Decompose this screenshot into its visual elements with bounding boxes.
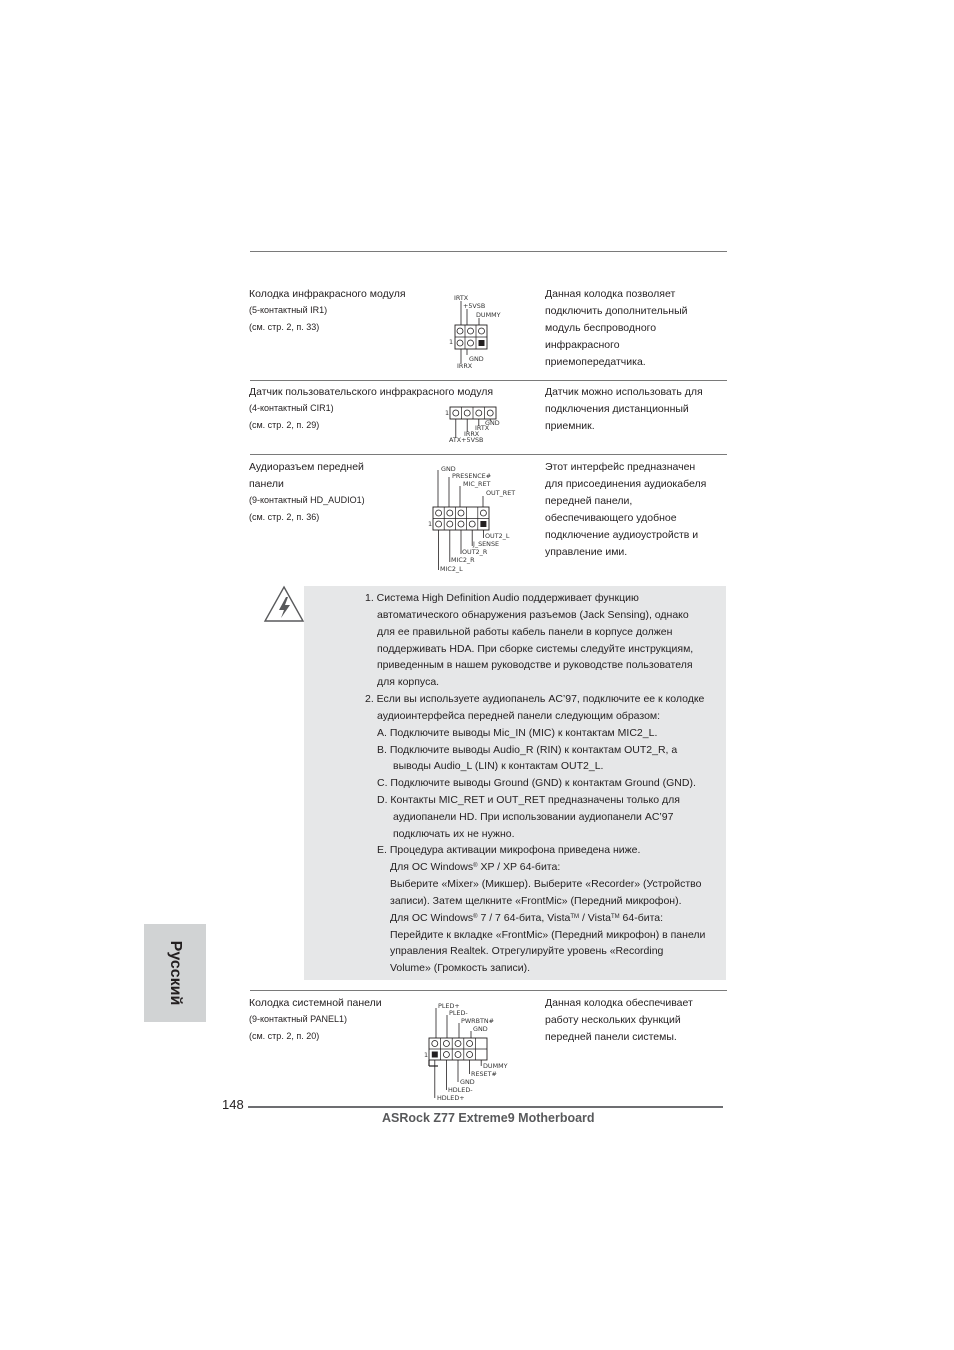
note-text: Для ОС Windows [390, 861, 474, 873]
note-line: выводы Audio_L (LIN) к контактам OUT2_L. [393, 760, 604, 772]
pin-label: OUT2_L [485, 532, 510, 540]
pin-label: OUT_RET [486, 489, 516, 497]
note-text: 64-бита: [619, 912, 664, 924]
pin-label: MIC_RET [463, 480, 491, 488]
panel-header-diagram [424, 998, 519, 1104]
section-title: панели [249, 478, 284, 490]
pin-label: OUT2_R [462, 548, 488, 556]
note-line: поддерживать HDA. При сборке системы следуйте инструкциям, [377, 643, 694, 655]
description-line: обеспечивающего удобное [545, 512, 677, 524]
hd-audio-header-diagram [428, 462, 523, 578]
section-subtitle: (9-контактный PANEL1) [249, 1014, 348, 1024]
footer-brand: ASRock Z77 Extreme9 Motherboard [382, 1111, 595, 1125]
description-line: Данная колодка обеспечивает [545, 997, 693, 1009]
registered-mark: ® [473, 914, 478, 920]
section-divider [250, 454, 727, 455]
description-line: управление ими. [545, 546, 628, 558]
description-line: Этот интерфейс предназначен [545, 461, 696, 473]
description-line: передней панели, [545, 495, 633, 507]
section-title: Датчик пользовательского инфракрасного модуля [249, 386, 494, 398]
section-ref: (см. стр. 2, п. 29) [249, 420, 320, 430]
description-line: подключение аудиоустройств и [545, 529, 699, 541]
description-line: работу нескольких функций [545, 1014, 681, 1026]
description-line: подключить дополнительный [545, 305, 688, 317]
section-divider [250, 990, 727, 991]
note-line: Volume» (Громкость записи). [390, 962, 531, 974]
pin-label: HDLED+ [437, 1094, 465, 1102]
note-line: E. Процедура активации микрофона приведена ниже. [377, 844, 641, 856]
warning-lightning-icon [262, 584, 306, 624]
note-vista-heading [390, 910, 663, 927]
note-line: A. Подключите выводы Mic_IN (MIC) к контактам MIC2_L. [377, 727, 658, 739]
pin-label: GND [485, 419, 500, 427]
note-text: 7 / 7 64-бита, Vista [477, 912, 571, 924]
pin-label: PLED+ [438, 1002, 460, 1010]
note-line: для корпуса. [377, 676, 440, 688]
note-line: подключать их не нужно. [393, 828, 515, 840]
pin-label: DUMMY [483, 1062, 508, 1070]
note-line: для ее правильной работы кабель панели в корпусе должен [377, 626, 673, 638]
note-line: аудиоинтерфейса передней панели следующим образом: [377, 710, 661, 722]
description-line: подключения дистанционный [545, 403, 689, 415]
top-rule [250, 251, 727, 252]
trademark: TM [570, 914, 580, 920]
pin-label: IRTX [454, 294, 469, 302]
section-description [545, 384, 703, 435]
footer-rule [248, 1106, 723, 1108]
note-line: 2. Если вы используете аудиопанель AC’97, подключите ее к колодке [365, 693, 705, 705]
pin-one-marker: 1 [424, 1051, 429, 1059]
note-text: / Vista [579, 912, 611, 924]
pin-one-marker: 1 [428, 520, 433, 528]
description-line: модуль беспроводного [545, 322, 657, 334]
page-number: 148 [222, 1097, 244, 1112]
pin-label: GND [469, 355, 484, 363]
section-ref: (см. стр. 2, п. 20) [249, 1031, 320, 1041]
pin-label: HDLED- [448, 1086, 473, 1094]
pin-label: J_SENSE [473, 540, 500, 548]
pin-label: GND [441, 465, 456, 473]
section-title: Аудиоразъем передней [249, 461, 364, 473]
language-label: Русский [167, 940, 184, 1006]
note-line: Перейдите к вкладке «FrontMic» (Передний микрофон) в панели [390, 929, 706, 941]
pin-label: PWRBTN# [461, 1017, 495, 1025]
pin-label: +5VSB [463, 302, 486, 310]
pin-one-marker: 1 [445, 409, 450, 417]
pin-label: PLED- [449, 1009, 468, 1017]
section-ref: (см. стр. 2, п. 36) [249, 512, 320, 522]
section-description [545, 459, 706, 561]
pin-label: IRRX [464, 430, 480, 438]
note-line: аудиопанели HD. При использовании аудиопанели AC’97 [393, 811, 674, 823]
description-line: для присоединения аудиокабеля [545, 478, 707, 490]
description-line: приемник. [545, 420, 595, 432]
pin-one-marker: 1 [449, 338, 454, 346]
pin-label: ATX+5VSB [449, 436, 484, 444]
pin-label: MIC2_R [451, 556, 475, 564]
pin-label: RESET# [471, 1070, 497, 1078]
note-text: XP / XP 64-бита: [477, 861, 561, 873]
note-text: Для ОС Windows [390, 912, 474, 924]
section-subtitle: (5-контактный IR1) [249, 305, 328, 315]
ir-header-diagram [446, 293, 516, 373]
pin-label: PRESENCE# [452, 472, 492, 480]
pin-label: IRTX [475, 424, 490, 432]
pin-label: GND [460, 1078, 475, 1086]
section-subtitle: (4-контактный CIR1) [249, 403, 334, 413]
pin-label: MIC2_L [440, 565, 463, 573]
note-line: автоматического обнаружения разъемов (Jack Sensing), однако [377, 609, 689, 621]
note-line: C. Подключите выводы Ground (GND) к контактам Ground (GND). [377, 777, 696, 789]
note-line: управления Realtek. Отрегулируйте уровень «Recording [390, 945, 664, 957]
section-title: Колодка системной панели [249, 997, 382, 1009]
section-description [545, 286, 687, 371]
note-line: D. Контакты MIC_RET и OUT_RET предназначены только для [377, 794, 680, 806]
cir-header-diagram [444, 403, 514, 447]
pin-label: GND [473, 1025, 488, 1033]
note-line: Выберите «Mixer» (Микшер). Выберите «Recorder» (Устройство [390, 878, 702, 890]
note-xp-heading [390, 859, 560, 876]
section-ref: (см. стр. 2, п. 33) [249, 322, 320, 332]
section-subtitle: (9-контактный HD_AUDIO1) [249, 495, 365, 505]
section-description [545, 995, 693, 1046]
pin-label: IRRX [457, 362, 473, 370]
pin-label: DUMMY [476, 311, 501, 319]
note-line: приведенным в нашем руководстве и руководстве пользователя [377, 659, 693, 671]
note-line: записи). Затем щелкните «FrontMic» (Передний микрофон). [390, 895, 682, 907]
description-line: инфракрасного [545, 339, 620, 351]
section-divider [250, 380, 727, 381]
section-title: Колодка инфракрасного модуля [249, 288, 406, 300]
trademark: TM [610, 914, 620, 920]
description-line: приемопередатчика. [545, 356, 646, 368]
note-line: 1. Система High Definition Audio поддерживает функцию [365, 592, 639, 604]
description-line: Данная колодка позволяет [545, 288, 676, 300]
warning-lightning-svg [262, 584, 306, 624]
language-side-tab [144, 924, 206, 1022]
note-line: B. Подключите выводы Audio_R (RIN) к контактам OUT2_R, а [377, 744, 678, 756]
description-line: Датчик можно использовать для [545, 386, 703, 398]
description-line: передней панели системы. [545, 1031, 677, 1043]
registered-mark: ® [473, 863, 478, 869]
